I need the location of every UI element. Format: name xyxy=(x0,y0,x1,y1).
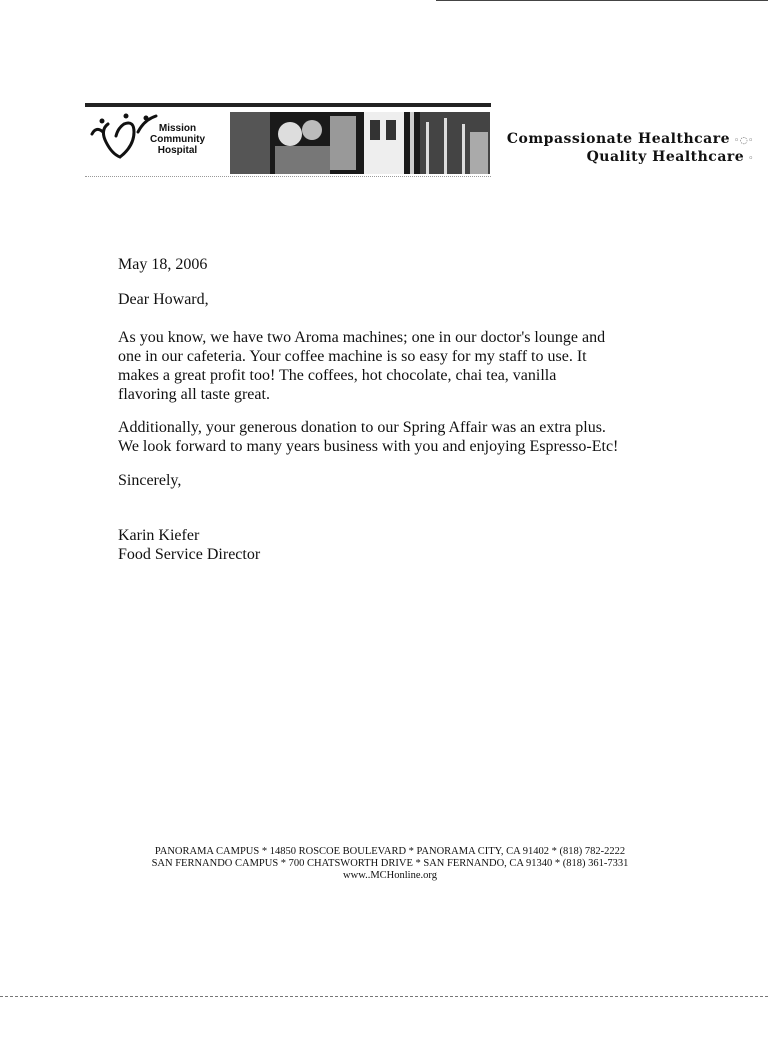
letter-paragraph: Additionally, your generous donation to our Spring Affair was an extra plus. We look forward to many years business with you and enjoying Espresso-Etc! xyxy=(118,419,619,455)
tagline-text: Quality Healthcare xyxy=(586,149,745,165)
logo-name-line: Mission xyxy=(158,123,197,134)
letter-paragraph: As you know, we have two Aroma machines; one in our doctor's lounge and one in our cafeteria. Your coffee machine is so easy for my staff to use. It makes a great profit too! The coffees, hot chocolate, chai tea, vanilla flavoring all taste great. xyxy=(118,329,606,403)
footer-website: www..MCHonline.org xyxy=(343,870,437,881)
letterhead-photo-collage xyxy=(230,112,490,174)
logo-name-line: Community xyxy=(150,134,205,145)
scan-top-edge xyxy=(436,0,768,1)
signer-name: Karin Kiefer xyxy=(118,527,200,544)
letterhead-rule xyxy=(85,103,491,107)
tagline-mark: ◦◌◦ xyxy=(734,136,754,146)
letter-salutation: Dear Howard, xyxy=(118,291,209,308)
tagline-mark: ◦ xyxy=(748,154,754,164)
scan-bottom-edge xyxy=(0,995,768,997)
letter-date: May 18, 2006 xyxy=(118,256,208,273)
photo-collage-image xyxy=(230,112,490,174)
tagline-compassionate xyxy=(507,131,754,147)
tagline-text: Compassionate Healthcare xyxy=(506,131,731,147)
logo-name-line: Hospital xyxy=(157,145,198,156)
logo-name xyxy=(150,123,205,156)
footer-address-san-fernando: SAN FERNANDO CAMPUS * 700 CHATSWORTH DRIVE * SAN FERNANDO, CA 91340 * (818) 361-7331 xyxy=(151,858,629,869)
footer-address-panorama: PANORAMA CAMPUS * 14850 ROSCOE BOULEVARD * PANORAMA CITY, CA 91402 * (818) 782-2222 xyxy=(154,846,626,857)
letterhead-bottom-rule xyxy=(85,175,491,177)
signer-title: Food Service Director xyxy=(118,546,261,563)
letter-closing: Sincerely, xyxy=(118,472,182,489)
tagline-quality xyxy=(587,149,754,165)
